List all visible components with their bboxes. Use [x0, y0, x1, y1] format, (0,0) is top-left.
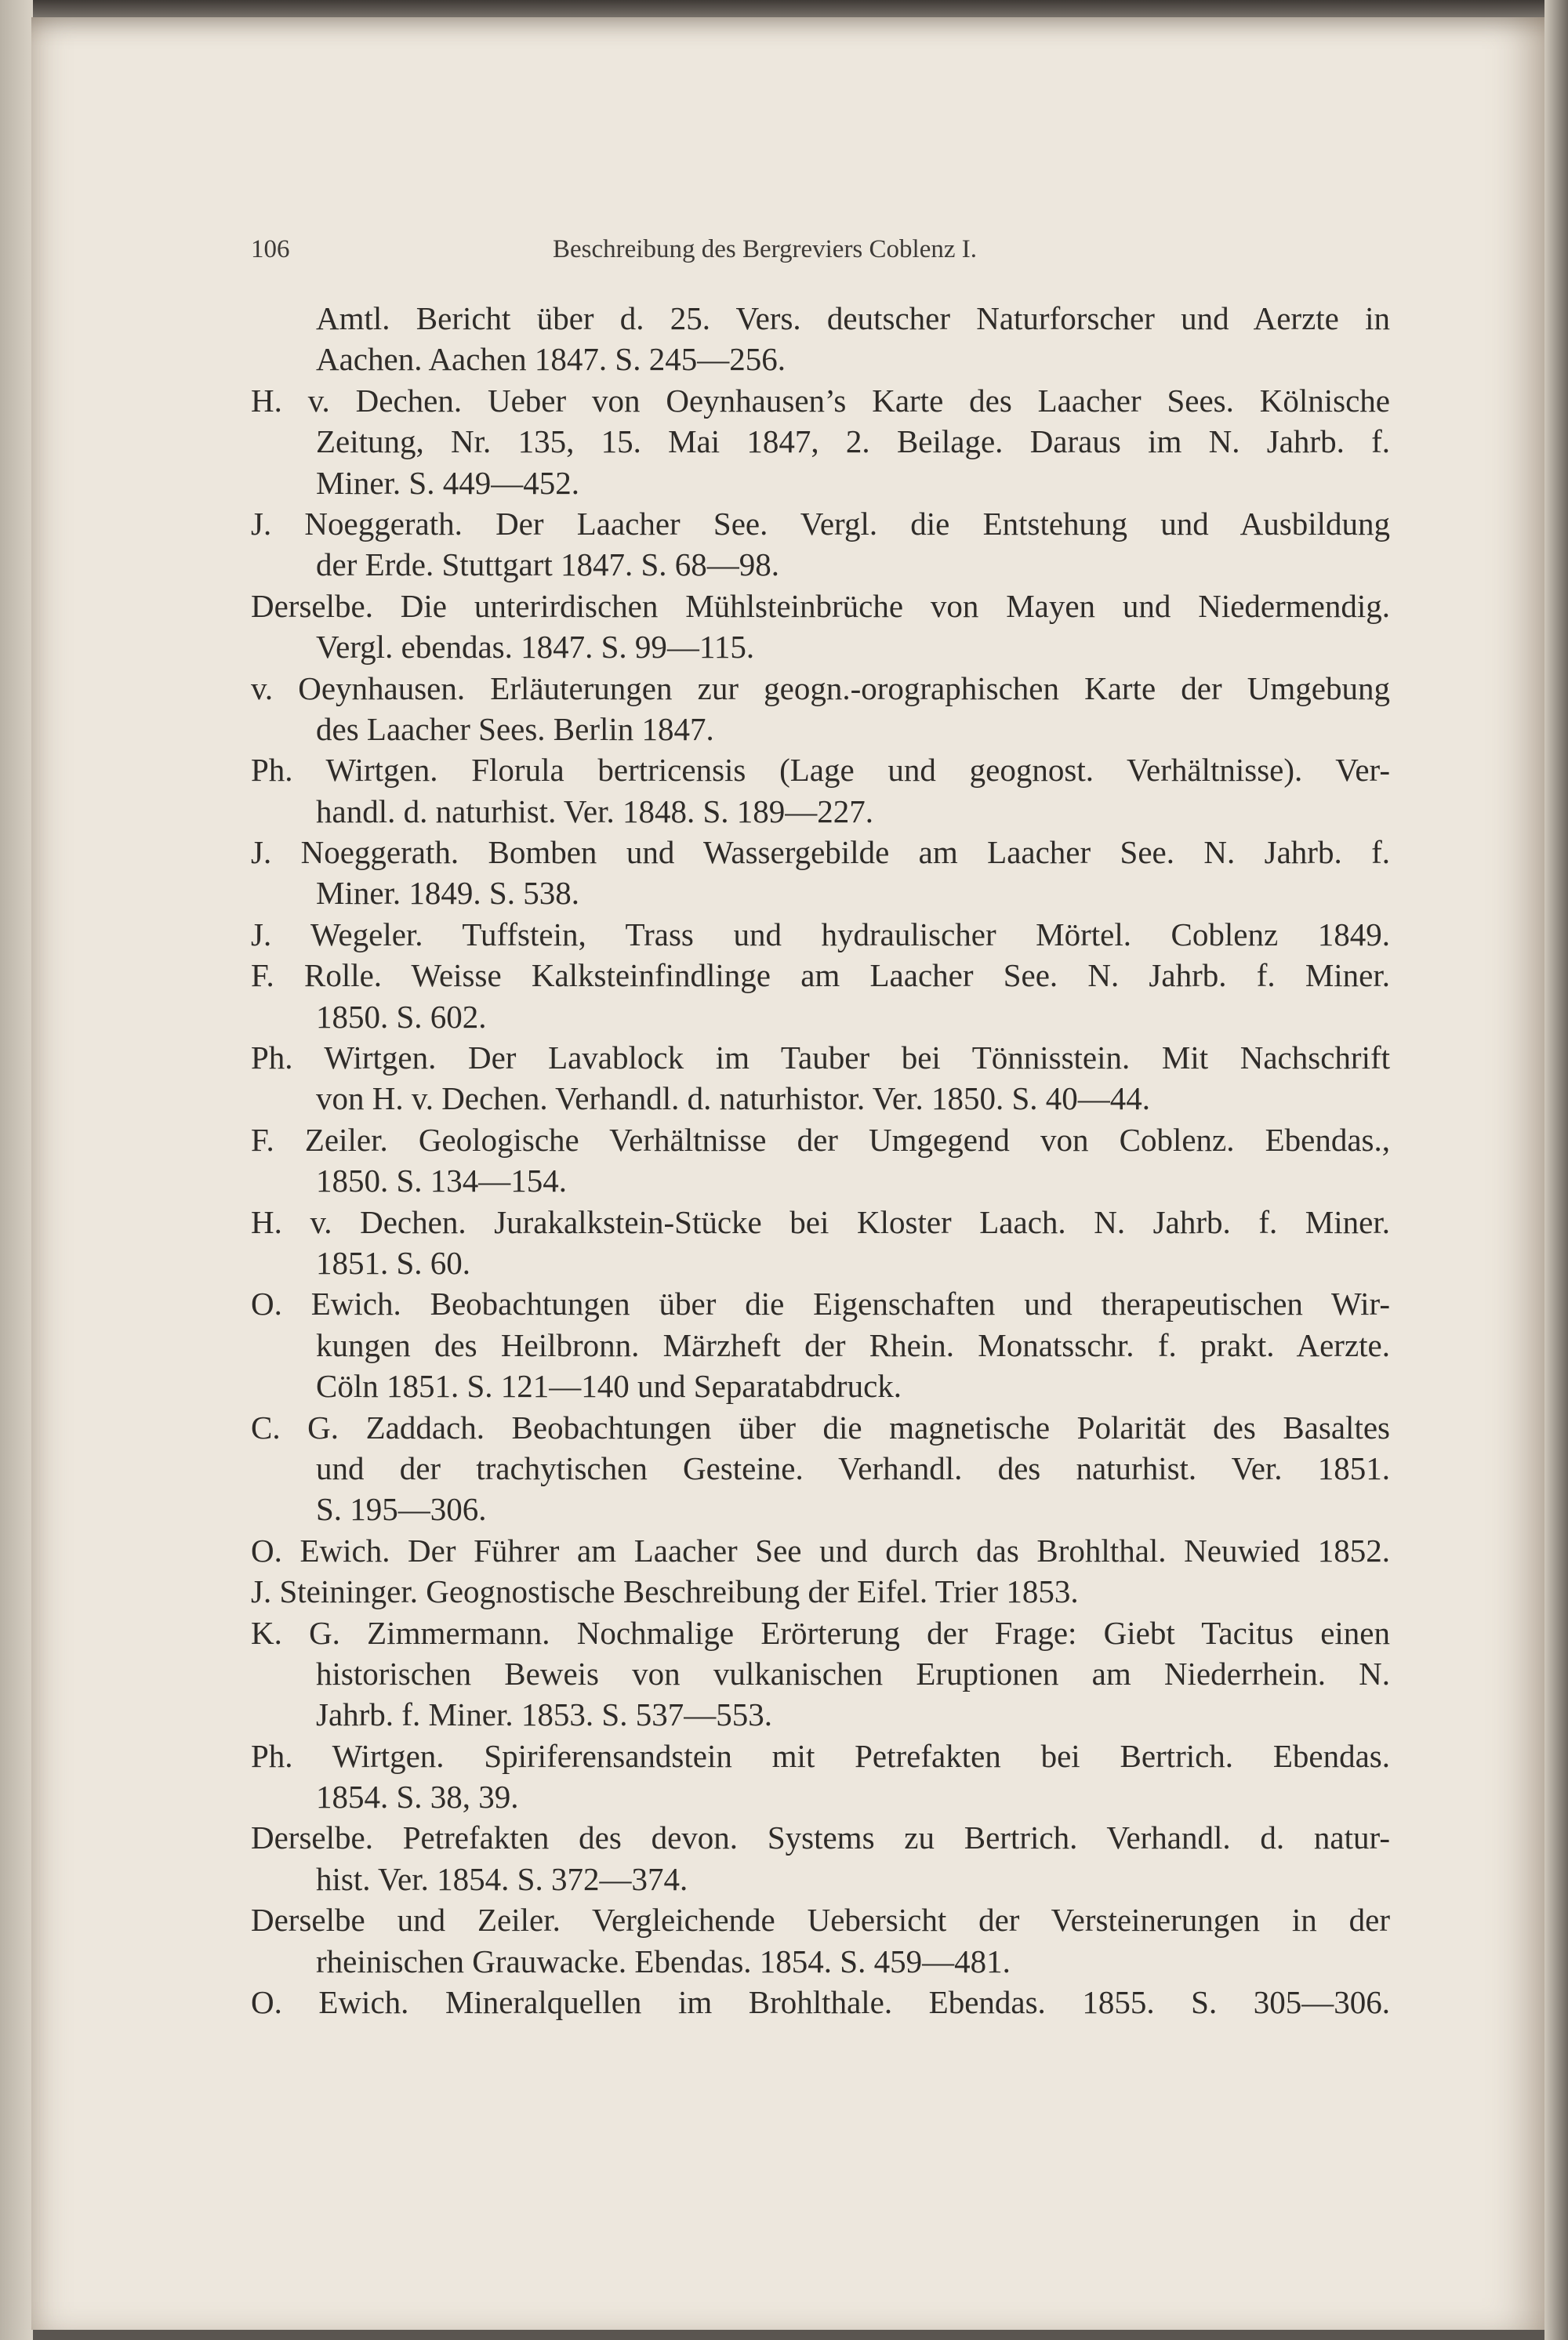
- bibliography-entry: [251, 668, 1390, 750]
- bibliography-entry: [251, 832, 1390, 914]
- entry-line: handl. d. naturhist. Ver. 1848. S. 189—227.: [316, 793, 874, 829]
- bibliography-entry: [251, 914, 1390, 955]
- bibliography-entry: [251, 1736, 1390, 1818]
- scan-right-edge: [1544, 0, 1568, 2340]
- bibliography-entry: [251, 380, 1390, 503]
- entry-line: Jahrb. f. Miner. 1853. S. 537—553.: [316, 1696, 772, 1733]
- entry-line: Ph. Wirtgen. Spiriferensandstein mit Petrefakten bei Bertrich. Ebendas.: [251, 1737, 1390, 1774]
- entry-line: J. Noeggerath. Bomben und Wassergebilde am Laacher See. N. Jahrb. f.: [251, 834, 1390, 871]
- bibliography-entry: [251, 503, 1390, 586]
- entry-line: C. G. Zaddach. Beobachtungen über die magnetische Polarität des Basaltes: [251, 1409, 1390, 1446]
- entry-line: 1854. S. 38, 39.: [316, 1779, 519, 1816]
- entry-line: Ph. Wirtgen. Florula bertricensis (Lage und geognost. Verhältnisse). Ver-: [251, 752, 1390, 789]
- bibliography-entry: [251, 1530, 1390, 1571]
- bibliography-entry: [251, 1037, 1390, 1119]
- bibliography-list: [251, 298, 1390, 2023]
- entry-line: J. Wegeler. Tuffstein, Trass und hydraulischer Mörtel. Coblenz 1849.: [251, 916, 1390, 952]
- bibliography-entry: [251, 1283, 1390, 1406]
- page-number: 106: [251, 235, 290, 263]
- entry-line: Ph. Wirtgen. Der Lavablock im Tauber bei Tönnisstein. Mit Nachschrift: [251, 1039, 1390, 1076]
- bibliography-entry: [251, 749, 1390, 832]
- entry-line: O. Ewich. Mineralquellen im Brohlthale. Ebendas. 1855. S. 305—306.: [251, 1984, 1390, 2021]
- entry-line: H. v. Dechen. Ueber von Oeynhausen’s Karte des Laacher Sees. Kölnische: [251, 382, 1390, 419]
- entry-line: kungen des Heilbronn. Märzheft der Rhein. Monatsschr. f. prakt. Aerzte.: [316, 1326, 1390, 1363]
- entry-line: O. Ewich. Beobachtungen über die Eigenschaften und therapeutischen Wir-: [251, 1286, 1390, 1322]
- bibliography-entry: [251, 1817, 1390, 1899]
- entry-line: der Erde. Stuttgart 1847. S. 68—98.: [316, 546, 780, 583]
- bibliography-entry: [251, 298, 1390, 380]
- entry-line: und der trachytischen Gesteine. Verhandl. des naturhist. Ver. 1851.: [316, 1449, 1390, 1486]
- bibliography-entry: [251, 1571, 1390, 1612]
- entry-line: J. Noeggerath. Der Laacher See. Vergl. die Entstehung und Ausbildung: [251, 505, 1390, 542]
- scan-left-edge: [0, 0, 33, 2340]
- bibliography-entry: [251, 1613, 1390, 1736]
- running-title: Beschreibung des Bergreviers Coblenz I.: [553, 235, 977, 263]
- entry-line: Zeitung, Nr. 135, 15. Mai 1847, 2. Beilage. Daraus im N. Jahrb. f.: [316, 423, 1390, 460]
- bibliography-entry: [251, 1202, 1390, 1284]
- entry-line: Derselbe. Die unterirdischen Mühlsteinbrüche von Mayen und Niedermendig.: [251, 587, 1390, 624]
- entry-line: 1851. S. 60.: [316, 1244, 471, 1281]
- entry-line: v. Oeynhausen. Erläuterungen zur geogn.-orographischen Karte der Umgebung: [251, 669, 1390, 706]
- entry-line: Vergl. ebendas. 1847. S. 99—115.: [316, 629, 755, 666]
- entry-line: Amtl. Bericht über d. 25. Vers. deutscher Naturforscher und Aerzte in: [316, 300, 1390, 336]
- entry-line: Miner. S. 449—452.: [316, 464, 579, 501]
- entry-line: Derselbe. Petrefakten des devon. Systems zu Bertrich. Verhandl. d. natur-: [251, 1819, 1390, 1856]
- entry-line: Aachen. Aachen 1847. S. 245—256.: [316, 341, 786, 378]
- bibliography-entry: [251, 1982, 1390, 2023]
- bibliography-entry: [251, 1899, 1390, 1982]
- entry-line: 1850. S. 134—154.: [316, 1163, 568, 1199]
- entry-line: historischen Beweis von vulkanischen Eruptionen am Niederrhein. N.: [316, 1655, 1390, 1692]
- bibliography-entry: [251, 586, 1390, 668]
- bibliography-entry: [251, 1407, 1390, 1530]
- entry-line: Derselbe und Zeiler. Vergleichende Uebersicht der Versteinerungen in der: [251, 1902, 1390, 1939]
- entry-line: F. Rolle. Weisse Kalksteinfindlinge am Laacher See. N. Jahrb. f. Miner.: [251, 957, 1390, 994]
- entry-line: O. Ewich. Der Führer am Laacher See und durch das Brohlthal. Neuwied 1852.: [251, 1532, 1390, 1569]
- entry-line: Cöln 1851. S. 121—140 und Separatabdruck.: [316, 1368, 902, 1405]
- entry-line: des Laacher Sees. Berlin 1847.: [316, 710, 714, 747]
- entry-line: 1850. S. 602.: [316, 998, 487, 1035]
- entry-line: von H. v. Dechen. Verhandl. d. naturhistor. Ver. 1850. S. 40—44.: [316, 1080, 1150, 1117]
- entry-line: F. Zeiler. Geologische Verhältnisse der Umgegend von Coblenz. Ebendas.,: [251, 1121, 1390, 1158]
- entry-line: rheinischen Grauwacke. Ebendas. 1854. S. 459—481.: [316, 1943, 1011, 1979]
- entry-line: S. 195—306.: [316, 1491, 487, 1528]
- bibliography-entry: [251, 955, 1390, 1037]
- entry-line: K. G. Zimmermann. Nochmalige Erörterung der Frage: Giebt Tacitus einen: [251, 1614, 1390, 1651]
- entry-line: J. Steininger. Geognostische Beschreibung der Eifel. Trier 1853.: [251, 1573, 1079, 1610]
- bibliography-entry: [251, 1119, 1390, 1202]
- entry-line: H. v. Dechen. Jurakalkstein-Stücke bei Kloster Laach. N. Jahrb. f. Miner.: [251, 1203, 1390, 1240]
- entry-line: hist. Ver. 1854. S. 372—374.: [316, 1860, 688, 1897]
- entry-line: Miner. 1849. S. 538.: [316, 875, 579, 912]
